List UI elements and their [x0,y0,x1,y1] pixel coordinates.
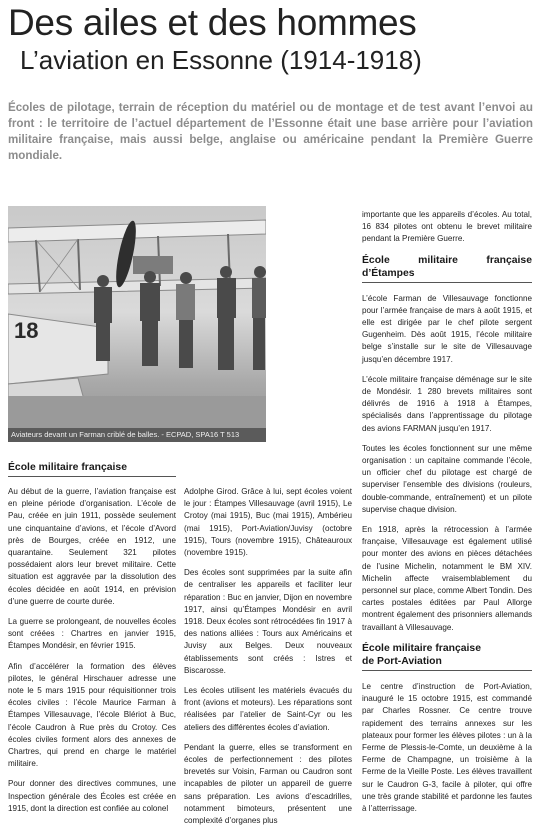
section-heading-port-aviation-line-1: École militaire française [362,642,481,654]
col3-paragraph-2: L’école militaire française déménage sur le site de Mondésir. 1 280 brevets militaires sont délivrés de 1916 à 1918 à Étampes, spécialisés dans l’apprentissage du pilotage des avions FARMAN jusqu’en 1917. [362,374,532,433]
col2-paragraph-4: Pendant la guerre, elles se transforment en écoles de perfectionnement : des pilotes brevetés sur Voisin, Farman ou Caudron sont incapables de piloter un appareil de guerre sans préparation. Les avions d’escadrilles, notamment bimoteurs, présentent une complexité d’organes plus [184,742,352,826]
col1-paragraph-1: Au début de la guerre, l’aviation française est en pleine période d’organisation. L’école de Pau, créée en juin 1911, possède seulement une cinquantaine d’avions, et l’école d’Avord près de Bourges, créée en 1912, une quarantaine. Seulement 321 pilotes possédaient alors leur brevet militaire. Cette situation est aggravée par la dissolution des écoles décidée en août 1914, en prévision d’une guerre de courte durée. [8,487,176,606]
intro-paragraph: Écoles de pilotage, terrain de réception du matériel ou de montage et de test avant l’envoi au front : le territoire de l’actuel département de l’Essonne était une base arrière pour l’aviation militaire française, mais aussi belge, anglaise ou américaine pendant la Première Guerre mondiale. [8,101,533,162]
section-heading-etampes: École militaire française d’Étampes [362,254,532,279]
section-heading-port-aviation-line-2: de Port-Aviation [362,655,442,667]
plane-number: 18 [14,318,39,343]
col3-paragraph-4: En 1918, après la rétrocession à l’armée française, Villesauvage est également utilisé pour monter des avions en pièces détachées de l’usine Michelin, notamment le BM XIV. Michelin affecte vraisemblablement du personnel sur place, comme Albert Tondin. Des cartes postales éditées par Paul Allorge montrent également des prisonniers allemands travaillant à Villesauvage. [362,525,532,632]
column-1 [8,486,176,815]
section-heading-ecole-militaire-francaise: École militaire française [8,462,127,473]
biplane-aviators-illustration [8,206,266,442]
column-3 [362,209,532,815]
col3-paragraph-0: importante que les appareils d’écoles. Au total, 16 834 pilotes ont obtenu le brevet militaire pendant la Première Guerre. [362,210,532,244]
col3-paragraph-1: L’école Farman de Villesauvage fonctionne pour l’armée française de mars à août 1915, et elle est dirigée par le chef pilote sergent Gugenheim. Dès août 1915, l’école militaire belge s’installe sur le site de Villesauvage jusqu’en décembre 1917. [362,293,532,364]
page-subtitle: L’aviation en Essonne (1914-1918) [20,45,422,75]
col3-paragraph-5: Le centre d’instruction de Port-Aviation, inauguré le 15 octobre 1915, est commandé par Charles Rossner. Ce centre trouve rapidement des terrains annexes sur les plateaux pour former les élèves pilotes : un à la Ferme de Plessis-le-Comte, un deuxième à la Ferme de Champagne, un troisième à la Ferme de la Vieille Poste. Les élèves travaillent sur le Caudron G-3, facile à piloter, qui offre une très grande stabilité et pardonne les fautes à l’atterrissage. [362,681,532,813]
heading-divider [362,282,532,283]
col1-paragraph-2: La guerre se prolongeant, de nouvelles écoles sont créées : Chartres en janvier 1915, Étampes Mondésir, en février 1915. [8,617,176,651]
photo-caption: Aviateurs devant un Farman criblé de balles. - ECPAD, SPA16 T 513 [8,428,266,442]
heading-divider [362,670,532,671]
col2-paragraph-1: Adolphe Girod. Grâce à lui, sept écoles voient le jour : Étampes Villesauvage (avril 1915), Le Crotoy (mai 1915), Buc (mai 1915), Ambérieu (mai 1915), Port-Aviation/Juvisy (octobre 1915), Tours (novembre 1915), Châteauroux (novembre 1915). [184,487,352,558]
col1-paragraph-4: Pour donner des directives communes, une Inspection générale des Écoles est créée en 1915, dont la direction est confiée au colonel [8,779,176,813]
col3-paragraph-3: Toutes les écoles fonctionnent sur une même organisation : un capitaine commande l’école, un officier chef du pilotage est chargé de superviser l’ensemble des divisions (rouleurs, double-commande, entraînement) et un pilote supervise chaque division. [362,443,532,514]
col2-paragraph-2: Des écoles sont supprimées par la suite afin de centraliser les appareils et faciliter leur réparation : Buc en janvier, Dijon en novembre 1917, ainsi qu’Étampes Mondésir en avril 1918. Deux écoles sont rétrocédées fin 1917 à des nations alliées : Tours aux Américains et Juvisy aux Belges. Deux nouveaux établissements sont créés : Istres et Biscarosse. [184,568,352,675]
col1-paragraph-3: Afin d’accélérer la formation des élèves pilotes, le général Hirschauer adresse une note le 5 mars 1915 pour réquisitionner trois écoles civiles : l’école Maurice Farman à Étampes Villesauvage, l’école Blériot à Buc, l’école Caudron à Rue près du Crotoy. Ces écoles civiles forment alors des annexes de Chartres, qui prend en charge le matériel militaire. [8,661,176,769]
column-2 [184,486,352,827]
col2-paragraph-3: Les écoles utilisent les matériels évacués du front (avions et moteurs). Les réparations sont réalisées par l’atelier de Saint-Cyr ou les ateliers des différentes écoles d’aviation. [184,686,352,732]
heading-divider [8,476,176,477]
page-title: Des ailes et des hommes [8,2,417,43]
historical-photo [8,206,266,442]
